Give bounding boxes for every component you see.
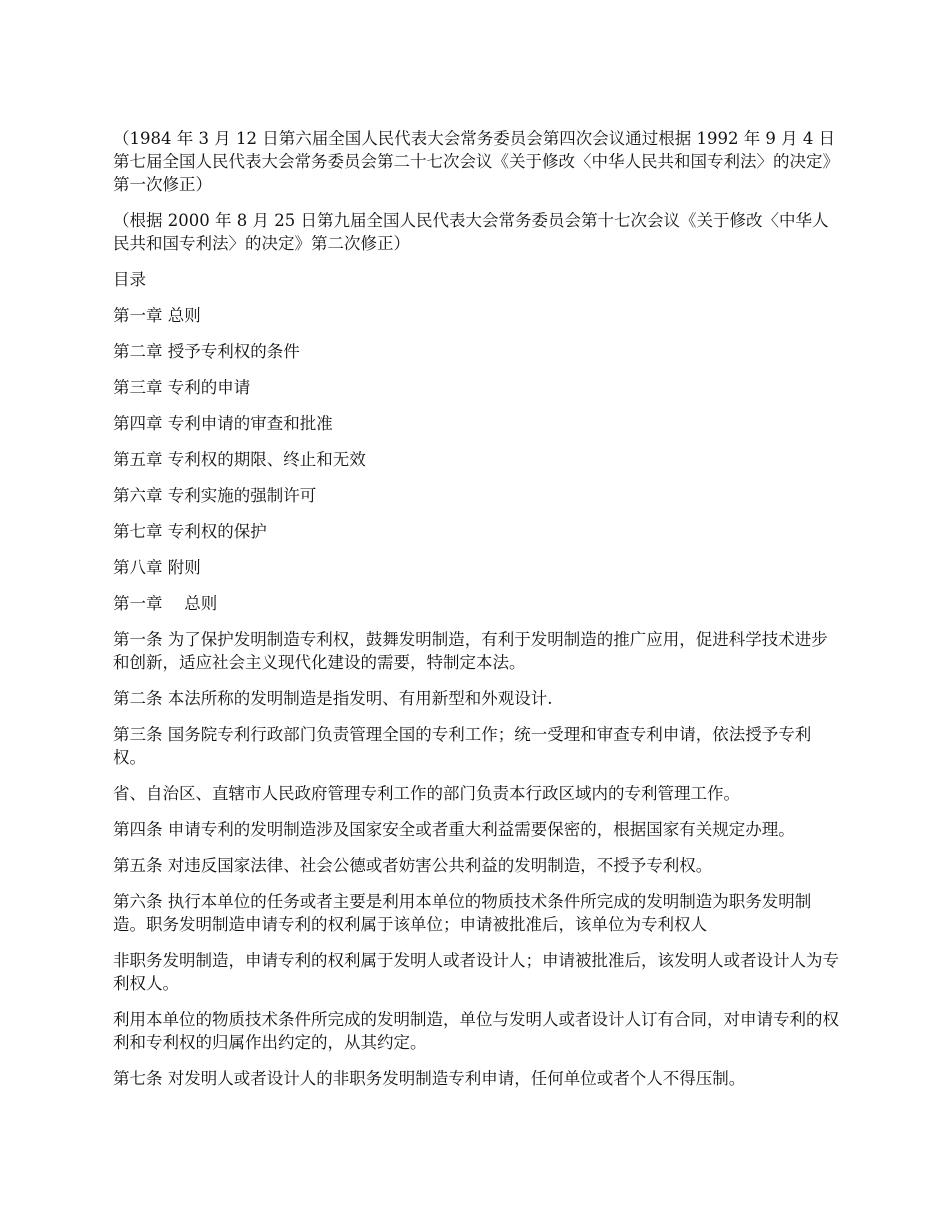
article-2: 第二条 本法所称的发明制造是指发明、有用新型和外观设计. <box>113 689 553 708</box>
document-page <box>113 127 840 1103</box>
article-7: 第七条 对发明人或者设计人的非职务发明制造专利申请，任何单位或者个人不得压制。 <box>113 1069 746 1088</box>
toc-item-chapter-3: 第三章 专利的申请 <box>113 378 251 397</box>
article-4: 第四条 申请专利的发明制造涉及国家安全或者重大利益需要保密的，根据国家有关规定办理。 <box>113 820 795 839</box>
chapter-1-heading: 第一章 总则 <box>113 594 218 613</box>
article-6: 第六条 执行本单位的任务或者主要是利用本单位的物质技术条件所完成的发明制造为职务发明制造。职务发明制造申请专利的权利属于该单位；申请被批准后，该单位为专利权人 <box>113 892 812 934</box>
article-3-paragraph-2: 省、自治区、直辖市人民政府管理专利工作的部门负责本行政区域内的专利管理工作。 <box>113 784 740 803</box>
article-5: 第五条 对违反国家法律、社会公德或者妨害公共利益的发明制造，不授予专利权。 <box>113 856 713 875</box>
toc-item-chapter-2: 第二章 授予专利权的条件 <box>113 342 300 361</box>
amendment-note-1: （1984 年 3 月 12 日第六届全国人民代表大会常务委员会第四次会议通过根据 1992 年 9 月 4 日第七届全国人民代表大会常务委员会第二十七次会议《关于修改〈中华人民共和国专利法〉的决定》第一次修正） <box>113 129 839 194</box>
toc-item-chapter-5: 第五章 专利权的期限、终止和无效 <box>113 450 366 469</box>
toc-heading: 目录 <box>113 270 146 289</box>
article-6-paragraph-2: 非职务发明制造，申请专利的权利属于发明人或者设计人；申请被批准后，该发明人或者设计人为专利权人。 <box>113 951 839 993</box>
toc-item-chapter-8: 第八章 附则 <box>113 558 201 577</box>
article-1: 第一条 为了保护发明制造专利权，鼓舞发明制造，有利于发明制造的推广应用，促进科学技术进步和创新，适应社会主义现代化建设的需要，特制定本法。 <box>113 630 828 672</box>
toc-item-chapter-1: 第一章 总则 <box>113 306 201 325</box>
toc-item-chapter-7: 第七章 专利权的保护 <box>113 522 267 541</box>
article-6-paragraph-3: 利用本单位的物质技术条件所完成的发明制造，单位与发明人或者设计人订有合同，对申请专利的权利和专利权的归属作出约定的，从其约定。 <box>113 1010 839 1052</box>
amendment-note-2: （根据 2000 年 8 月 25 日第九届全国人民代表大会常务委员会第十七次会议《关于修改〈中华人民共和国专利法〉的决定》第二次修正） <box>113 211 829 253</box>
toc-item-chapter-6: 第六章 专利实施的强制许可 <box>113 486 317 505</box>
toc-item-chapter-4: 第四章 专利申请的审查和批准 <box>113 414 333 433</box>
article-3: 第三条 国务院专利行政部门负责管理全国的专利工作；统一受理和审查专利申请，依法授予专利权。 <box>113 725 812 767</box>
